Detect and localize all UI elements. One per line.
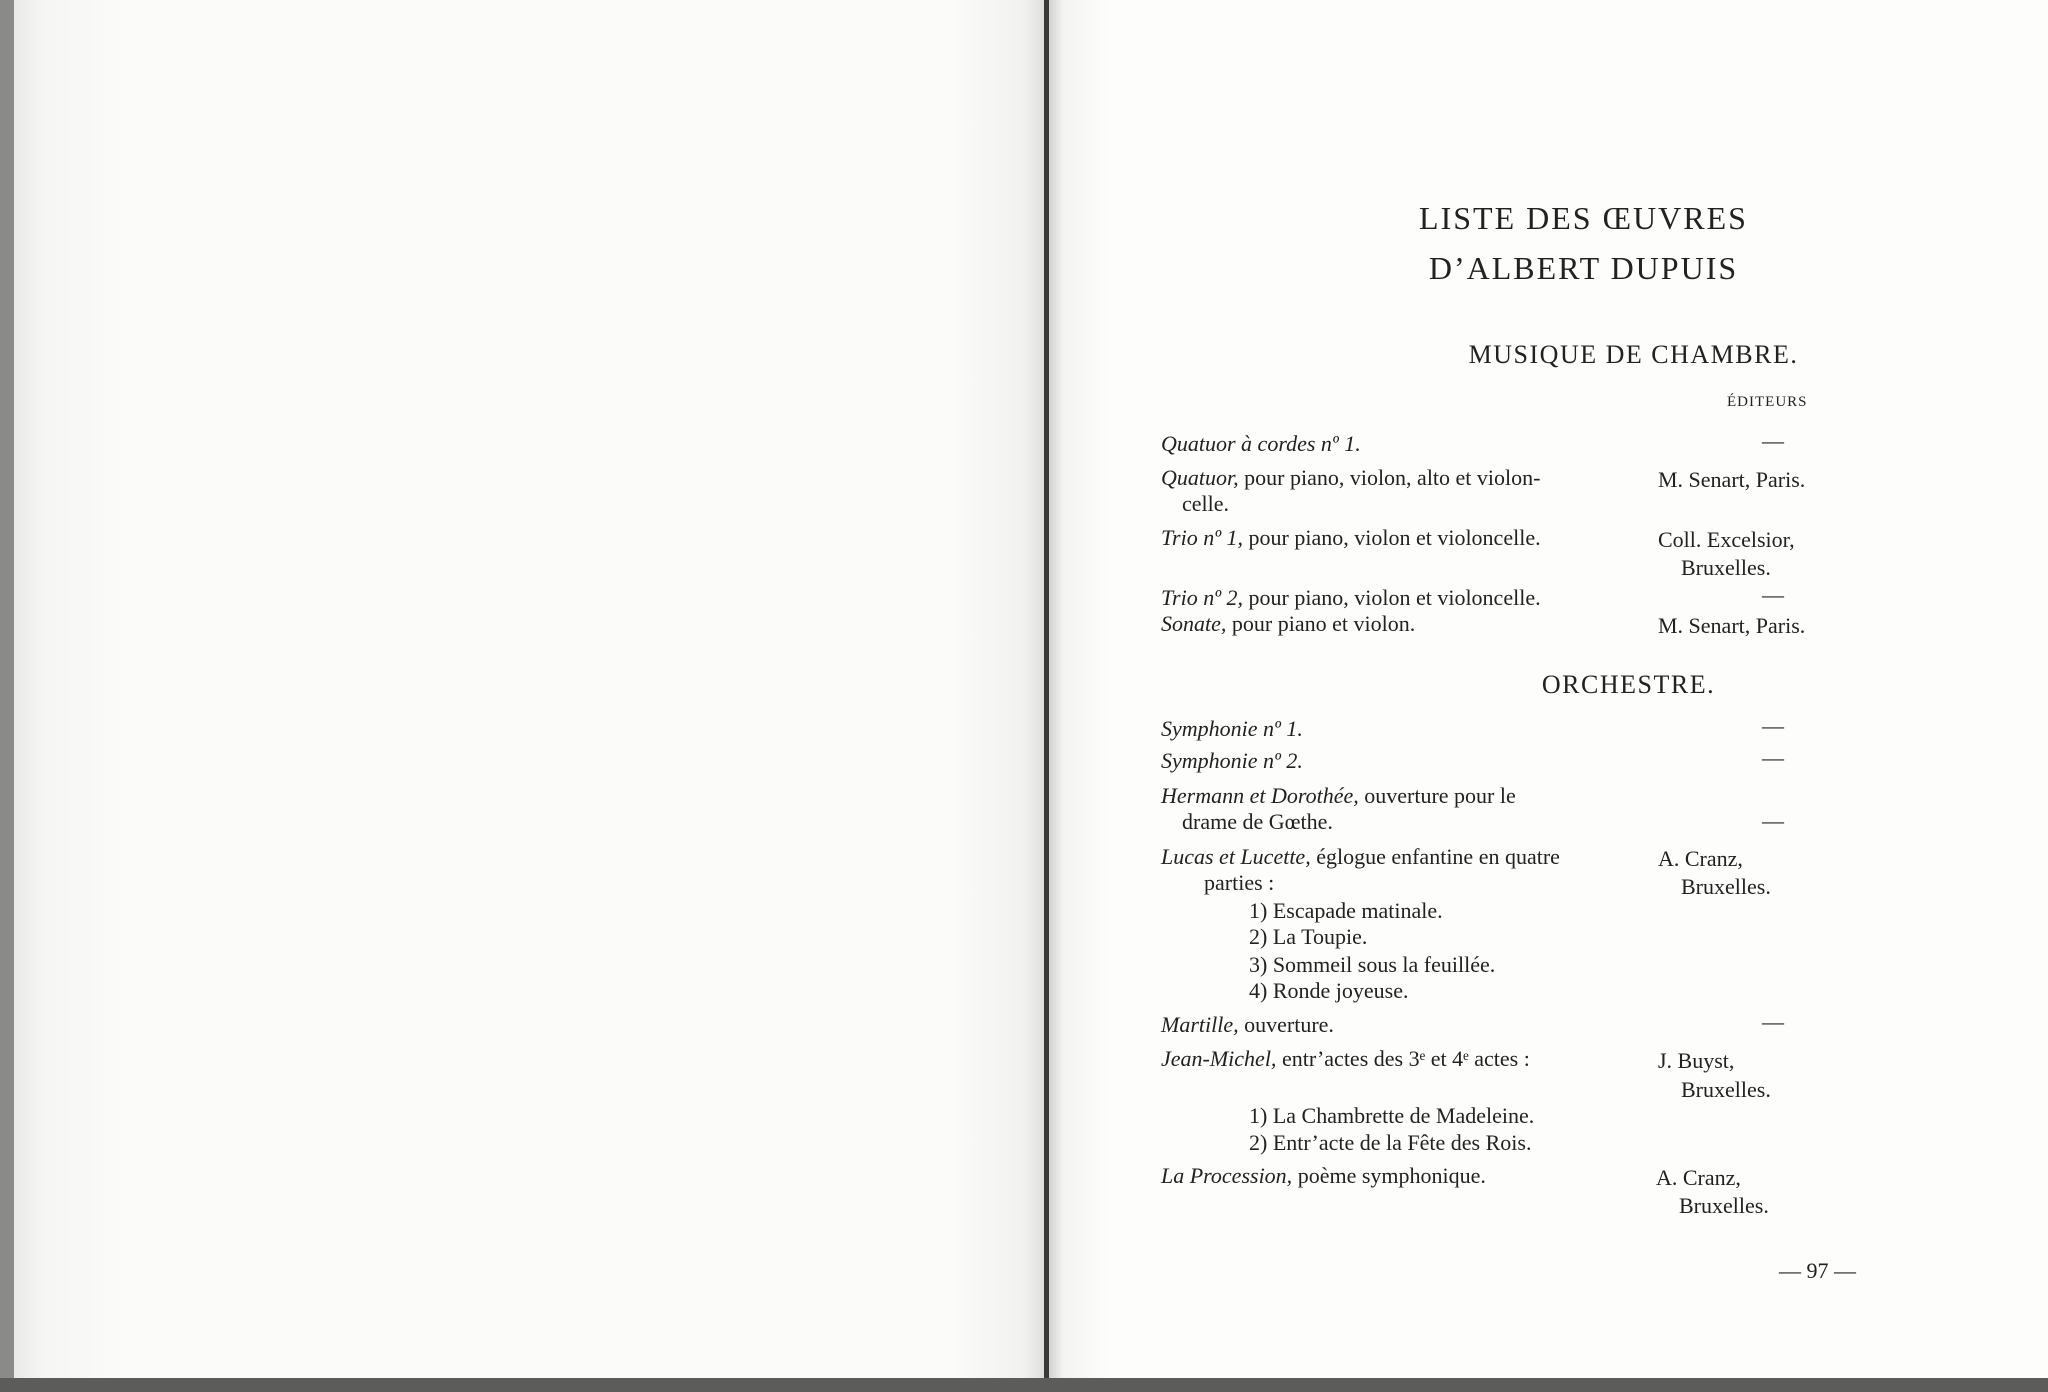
publisher: A. Cranz, xyxy=(1658,846,1743,871)
work-title: Quatuor à cordes nº 1. xyxy=(1161,431,1361,456)
work-description: entr’actes des 3ᵉ et 4ᵉ actes : xyxy=(1276,1046,1530,1071)
movement-item: 2) Entr’acte de la Fête des Rois. xyxy=(1249,1130,1532,1155)
entry-trio-2 xyxy=(1161,584,1541,611)
publisher-city: Bruxelles. xyxy=(1681,1077,1771,1102)
work-title: Jean-Michel, xyxy=(1161,1046,1277,1071)
work-title: Lucas et Lucette, xyxy=(1161,844,1311,869)
entry-jean-michel xyxy=(1161,1045,1530,1072)
publisher-dash: — xyxy=(1762,428,1784,453)
work-title: Sonate, xyxy=(1161,611,1227,636)
publisher-dash: — xyxy=(1762,1009,1784,1034)
page-title-line-1: LISTE DES ŒUVRES xyxy=(1419,200,1748,236)
entry-hermann-dorothee xyxy=(1161,782,1516,809)
publisher-dash: — xyxy=(1762,808,1784,833)
publisher-dash: — xyxy=(1762,745,1784,770)
work-title: Martille, xyxy=(1161,1012,1239,1037)
movement-item: 1) Escapade matinale. xyxy=(1249,898,1443,923)
publisher-city: Bruxelles. xyxy=(1679,1193,1769,1218)
entry-continuation: celle. xyxy=(1182,491,1230,516)
work-title: La Procession, xyxy=(1161,1163,1293,1188)
entry-symphonie-1 xyxy=(1161,715,1303,742)
entry-lucas-lucette xyxy=(1161,843,1560,870)
entry-sonate xyxy=(1161,610,1415,637)
entry-quatuor-piano xyxy=(1161,464,1540,491)
entry-martille xyxy=(1161,1011,1334,1038)
publisher-city: Bruxelles. xyxy=(1681,555,1771,580)
entry-quatuor-cordes xyxy=(1161,430,1361,457)
movement-item: 4) Ronde joyeuse. xyxy=(1249,978,1409,1003)
work-description: églogue enfantine en quatre xyxy=(1310,844,1560,869)
work-description: ouverture. xyxy=(1238,1012,1334,1037)
work-description: pour piano, violon et violoncelle. xyxy=(1243,585,1541,610)
publisher: M. Senart, Paris. xyxy=(1658,467,1806,492)
work-description: pour piano, violon et violoncelle. xyxy=(1243,525,1541,550)
column-header-publishers: ÉDITEURS xyxy=(1727,394,1808,410)
page-number: — 97 — xyxy=(1779,1258,1856,1283)
movement-item: 1) La Chambrette de Madeleine. xyxy=(1249,1103,1535,1128)
work-title: Trio nº 2, xyxy=(1161,585,1244,610)
movement-item: 2) La Toupie. xyxy=(1249,924,1368,949)
entry-trio-1 xyxy=(1161,524,1541,551)
left-page-blank xyxy=(14,0,1047,1380)
publisher-city: Bruxelles. xyxy=(1681,874,1771,899)
movement-item: 3) Sommeil sous la feuillée. xyxy=(1249,952,1496,977)
entry-continuation: drame de Gœthe. xyxy=(1182,809,1333,834)
section-heading-chamber: MUSIQUE DE CHAMBRE. xyxy=(1468,340,1799,369)
work-description: poème symphonique. xyxy=(1292,1163,1486,1188)
publisher: A. Cranz, xyxy=(1656,1165,1741,1190)
section-heading-orchestra: ORCHESTRE. xyxy=(1541,670,1716,699)
publisher-dash: — xyxy=(1762,713,1784,738)
work-title: Hermann et Dorothée, xyxy=(1161,783,1359,808)
work-title: Symphonie nº 2. xyxy=(1161,748,1303,773)
entry-symphonie-2 xyxy=(1161,747,1303,774)
entry-la-procession xyxy=(1161,1162,1486,1189)
publisher: Coll. Excelsior, xyxy=(1658,527,1795,552)
work-description: pour piano et violon. xyxy=(1226,611,1416,636)
right-page-content xyxy=(1049,0,2048,1382)
publisher: M. Senart, Paris. xyxy=(1658,613,1806,638)
page-title-line-2: D’ALBERT DUPUIS xyxy=(1428,250,1739,286)
work-title: Quatuor, xyxy=(1161,465,1239,490)
work-description: pour piano, violon, alto et violon- xyxy=(1238,465,1541,490)
publisher-dash: — xyxy=(1762,582,1784,607)
work-description: ouverture pour le xyxy=(1358,783,1516,808)
work-title: Trio nº 1, xyxy=(1161,525,1244,550)
entry-continuation: parties : xyxy=(1204,870,1275,895)
work-title: Symphonie nº 1. xyxy=(1161,716,1303,741)
publisher: J. Buyst, xyxy=(1658,1048,1735,1073)
